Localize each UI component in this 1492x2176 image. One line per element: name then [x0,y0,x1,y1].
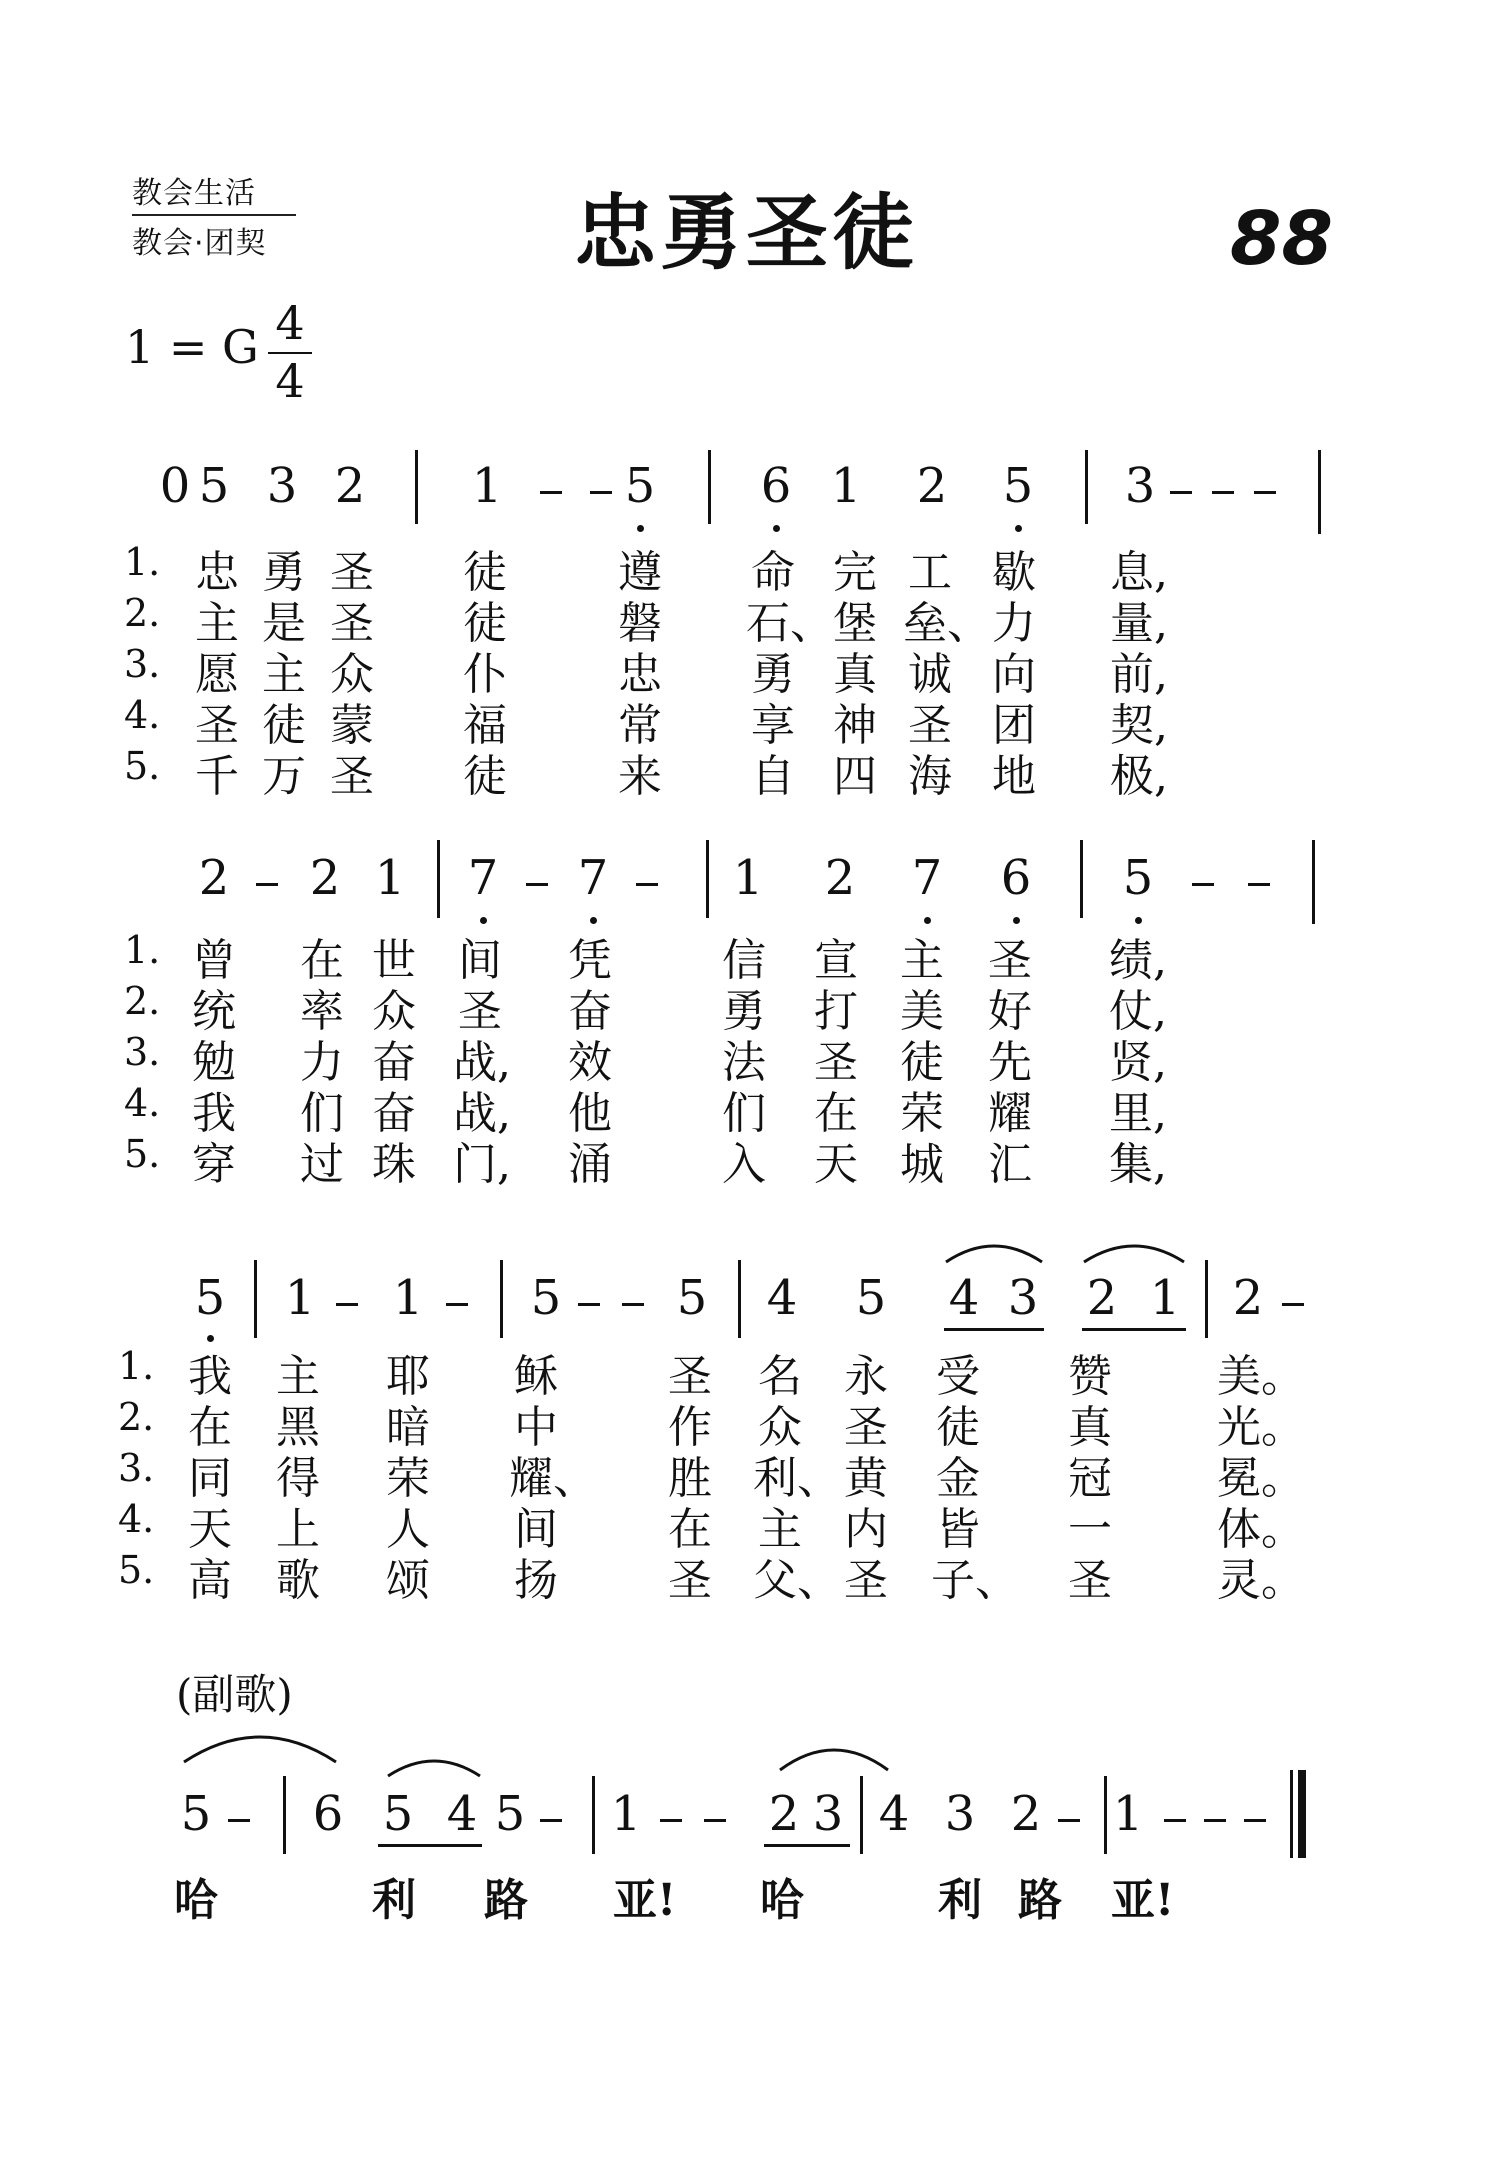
lyric-syllable: 荣 [386,1453,430,1504]
note: 4 [766,1270,798,1326]
lyric-syllable: 众 [330,649,374,700]
lyric-syllable: 向 [992,649,1036,700]
hold-dash [578,1303,600,1306]
lyric-syllable: 来 [618,751,662,802]
bar-line [708,450,711,524]
lyric-syllable: 诚 [908,649,952,700]
verse-number: 2. [118,1395,155,1439]
chorus-label: (副歌) [176,1670,293,1719]
lyric-syllable: 完 [833,547,877,598]
lyric-syllable: 打 [814,986,858,1037]
lyric-syllable: 天 [188,1504,232,1555]
lyric-syllable: 名 [758,1351,802,1402]
lyric-syllable: 蒙 [330,700,374,751]
note: 5 [624,458,656,514]
note: 1 [830,458,862,514]
lyric-syllable: 子、 [931,1555,1019,1606]
lyric-syllable: 垒、 [903,598,991,649]
note: 5 [180,1786,212,1842]
lyric-syllable: 圣 [988,935,1032,986]
lyric-syllable: 圣 [668,1351,712,1402]
lyric-syllable: 圣 [668,1555,712,1606]
verse-number: 2. [124,591,161,635]
lyric-syllable: 扬 [514,1555,558,1606]
lyric-syllable: 圣 [844,1402,888,1453]
lyric-syllable: 宣 [814,935,858,986]
lyric-syllable: 石、 [746,598,834,649]
hold-dash [256,883,278,886]
note: 5 [194,1270,226,1326]
note: 6 [760,458,792,514]
hold-dash [1282,1303,1304,1306]
lyric-syllable: 珠 [372,1139,416,1190]
lyric-syllable: 歇 [992,547,1036,598]
chorus-syllable: 哈 [174,1875,218,1926]
lyric-syllable: 率 [300,986,344,1037]
lyric-syllable: 仆 [463,649,507,700]
low-octave-dot [590,917,597,924]
lyric-syllable: 荣 [900,1088,944,1139]
hold-dash [1204,1819,1226,1822]
note: 5 [530,1270,562,1326]
lyric-syllable: 间 [514,1504,558,1555]
note: 3 [944,1786,976,1842]
lyric-syllable: 千 [195,751,239,802]
lyric-syllable: 受 [936,1351,980,1402]
eighth-note-underline [764,1844,850,1847]
lyric-syllable: 圣 [330,751,374,802]
lyric-syllable: 美。 [1217,1351,1305,1402]
hymn-number: 88 [1230,196,1333,282]
chorus-syllable: 路 [1018,1875,1062,1926]
lyric-syllable: 主 [262,649,306,700]
lyric-syllable: 们 [300,1088,344,1139]
hold-dash [1254,491,1276,494]
lyric-syllable: 徒 [463,751,507,802]
note: 5 [855,1270,887,1326]
note: 4 [446,1786,478,1842]
slur [942,1236,1046,1266]
lyric-syllable: 间 [458,935,502,986]
slur [1080,1236,1188,1266]
lyric-syllable: 利、 [753,1453,841,1504]
lyric-syllable: 神 [833,700,877,751]
bar-line [706,840,709,918]
verse-number: 4. [124,1081,161,1125]
bar-line [1205,1260,1208,1338]
slur [384,1750,484,1780]
hold-dash [540,491,562,494]
lyric-syllable: 圣 [1068,1555,1112,1606]
lyric-syllable: 主 [758,1504,802,1555]
chorus-syllable: 哈 [760,1875,804,1926]
hold-dash [622,1303,644,1306]
lyric-syllable: 堡 [833,598,877,649]
note: 5 [1122,850,1154,906]
note: 2 [916,458,948,514]
lyric-syllable: 万 [262,751,306,802]
hold-dash [590,491,612,494]
lyric-syllable: 先 [988,1037,1032,1088]
lyric-syllable: 奋 [568,986,612,1037]
lyric-syllable: 灵。 [1217,1555,1305,1606]
lyric-syllable: 父、 [753,1555,841,1606]
lyric-syllable: 仗, [1109,986,1167,1037]
note: 5 [494,1786,526,1842]
hold-dash [1212,491,1234,494]
lyric-syllable: 地 [992,751,1036,802]
bar-line [1312,840,1315,924]
key-signature: 1 = G [125,320,259,374]
lyric-syllable: 一 [1068,1504,1112,1555]
lyric-syllable: 黄 [844,1453,888,1504]
lyric-syllable: 得 [276,1453,320,1504]
lyric-syllable: 暗 [386,1402,430,1453]
lyric-syllable: 圣 [195,700,239,751]
verse-number: 5. [124,1132,161,1176]
hold-dash [1244,1819,1266,1822]
lyric-syllable: 集, [1109,1139,1167,1190]
lyric-syllable: 享 [751,700,795,751]
hold-dash [1058,1819,1080,1822]
slur [180,1722,340,1766]
note: 2 [824,850,856,906]
lyric-syllable: 他 [568,1088,612,1139]
time-signature-bottom: 4 [275,354,305,408]
lyric-syllable: 圣 [458,986,502,1037]
lyric-syllable: 自 [751,751,795,802]
hold-dash [540,1819,562,1822]
bar-line [1085,450,1088,524]
chorus-syllable: 利 [372,1875,416,1926]
lyric-syllable: 曾 [192,935,236,986]
lyric-syllable: 众 [758,1402,802,1453]
verse-number: 1. [118,1344,155,1388]
low-octave-dot [1015,525,1022,532]
lyric-syllable: 命 [751,547,795,598]
lyric-syllable: 赞 [1068,1351,1112,1402]
lyric-syllable: 胜 [668,1453,712,1504]
note: 2 [768,1786,800,1842]
lyric-syllable: 效 [568,1037,612,1088]
low-octave-dot [480,917,487,924]
lyric-syllable: 耀、 [509,1453,597,1504]
note: 1 [284,1270,316,1326]
note: 4 [948,1270,980,1326]
lyric-syllable: 凭 [568,935,612,986]
verse-number: 4. [124,693,161,737]
verse-number: 1. [124,540,161,584]
hold-dash [704,1819,726,1822]
lyric-syllable: 战, [453,1088,511,1139]
lyric-syllable: 我 [188,1351,232,1402]
note: 1 [732,850,764,906]
lyric-syllable: 忠 [195,547,239,598]
lyric-syllable: 好 [988,986,1032,1037]
note: 6 [312,1786,344,1842]
lyric-syllable: 众 [372,986,416,1037]
lyric-syllable: 息, [1110,547,1168,598]
lyric-syllable: 磐 [618,598,662,649]
hold-dash [1164,1819,1186,1822]
note: 1 [1149,1270,1181,1326]
hold-dash [1248,883,1270,886]
low-octave-dot [637,525,644,532]
hold-dash [636,883,658,886]
low-octave-dot [924,917,931,924]
bar-line [860,1776,863,1854]
verse-number: 4. [118,1497,155,1541]
lyric-syllable: 主 [195,598,239,649]
lyric-syllable: 常 [618,700,662,751]
lyric-syllable: 勉 [192,1037,236,1088]
hold-dash [660,1819,682,1822]
low-octave-dot [1013,917,1020,924]
note: 7 [911,850,943,906]
lyric-syllable: 高 [188,1555,232,1606]
lyric-syllable: 金 [936,1453,980,1504]
chorus-syllable: 利 [938,1875,982,1926]
lyric-syllable: 力 [300,1037,344,1088]
note: 5 [382,1786,414,1842]
lyric-syllable: 在 [188,1402,232,1453]
lyric-syllable: 遵 [618,547,662,598]
lyric-syllable: 力 [992,598,1036,649]
lyric-syllable: 汇 [988,1139,1032,1190]
bar-line [1318,450,1321,534]
lyric-syllable: 主 [276,1351,320,1402]
note: 2 [334,458,366,514]
lyric-syllable: 门, [453,1139,511,1190]
lyric-syllable: 歌 [276,1555,320,1606]
bar-line [592,1776,595,1854]
subcategory-label: 教会·团契 [132,226,267,261]
lyric-syllable: 福 [463,700,507,751]
lyric-syllable: 耶 [386,1351,430,1402]
lyric-syllable: 真 [1068,1402,1112,1453]
lyric-syllable: 人 [386,1504,430,1555]
note: 7 [467,850,499,906]
lyric-syllable: 愿 [195,649,239,700]
lyric-syllable: 们 [722,1088,766,1139]
lyric-syllable: 信 [722,935,766,986]
lyric-syllable: 冠 [1068,1453,1112,1504]
lyric-syllable: 世 [372,935,416,986]
note: 2 [198,850,230,906]
time-signature-top: 4 [275,296,305,350]
lyric-syllable: 皆 [936,1504,980,1555]
note: 0 [159,458,191,514]
hold-dash [1170,491,1192,494]
lyric-syllable: 耀 [988,1088,1032,1139]
verse-number: 1. [124,928,161,972]
lyric-syllable: 契, [1110,700,1168,751]
verse-number: 3. [118,1446,155,1490]
lyric-syllable: 永 [844,1351,888,1402]
lyric-syllable: 真 [833,649,877,700]
lyric-syllable: 黑 [276,1402,320,1453]
lyric-syllable: 内 [844,1504,888,1555]
low-octave-dot [1135,917,1142,924]
bar-line [283,1776,286,1854]
hold-dash [526,883,548,886]
note: 1 [374,850,406,906]
lyric-syllable: 极, [1110,751,1168,802]
lyric-syllable: 光。 [1217,1402,1305,1453]
final-bar-thin [1290,1770,1293,1858]
lyric-syllable: 奋 [372,1037,416,1088]
hold-dash [336,1303,358,1306]
chorus-syllable: 亚! [613,1875,677,1926]
note: 5 [676,1270,708,1326]
lyric-syllable: 徒 [936,1402,980,1453]
final-bar-thick [1298,1770,1306,1858]
lyric-syllable: 在 [668,1504,712,1555]
lyric-syllable: 圣 [330,598,374,649]
lyric-syllable: 勇 [262,547,306,598]
lyric-syllable: 奋 [372,1088,416,1139]
note: 3 [812,1786,844,1842]
lyric-syllable: 美 [900,986,944,1037]
lyric-syllable: 涌 [568,1139,612,1190]
lyric-syllable: 徒 [463,598,507,649]
lyric-syllable: 上 [276,1504,320,1555]
bar-line [437,840,440,918]
eighth-note-underline [1082,1328,1186,1331]
lyric-syllable: 体。 [1217,1504,1305,1555]
lyric-syllable: 前, [1110,649,1168,700]
lyric-syllable: 圣 [814,1037,858,1088]
bar-line [738,1260,741,1338]
low-octave-dot [773,525,780,532]
lyric-syllable: 主 [900,935,944,986]
lyric-syllable: 冕。 [1217,1453,1305,1504]
lyric-syllable: 作 [668,1402,712,1453]
lyric-syllable: 里, [1109,1088,1167,1139]
lyric-syllable: 中 [514,1402,558,1453]
verse-number: 2. [124,979,161,1023]
bar-line [1104,1776,1107,1854]
lyric-syllable: 颂 [386,1555,430,1606]
slur [776,1738,892,1774]
lyric-syllable: 穿 [192,1139,236,1190]
verse-number: 5. [124,744,161,788]
bar-line [254,1260,257,1338]
note: 1 [1112,1786,1144,1842]
lyric-syllable: 圣 [330,547,374,598]
verse-number: 5. [118,1548,155,1592]
hymn-title: 忠勇圣徒 [573,186,918,281]
note: 1 [471,458,503,514]
verse-number: 3. [124,1030,161,1074]
lyric-syllable: 入 [722,1139,766,1190]
note: 4 [878,1786,910,1842]
lyric-syllable: 量, [1110,598,1168,649]
lyric-syllable: 徒 [900,1037,944,1088]
lyric-syllable: 团 [992,700,1036,751]
verse-number: 3. [124,642,161,686]
hold-dash [1192,883,1214,886]
note: 1 [392,1270,424,1326]
lyric-syllable: 稣 [514,1351,558,1402]
eighth-note-underline [944,1328,1044,1331]
lyric-syllable: 天 [814,1139,858,1190]
note: 2 [1232,1270,1264,1326]
lyric-syllable: 是 [262,598,306,649]
note: 6 [1000,850,1032,906]
lyric-syllable: 在 [300,935,344,986]
lyric-syllable: 海 [908,751,952,802]
lyric-syllable: 法 [722,1037,766,1088]
eighth-note-underline [378,1844,482,1847]
note: 3 [266,458,298,514]
lyric-syllable: 我 [192,1088,236,1139]
note: 5 [1002,458,1034,514]
note: 2 [1086,1270,1118,1326]
note: 3 [1007,1270,1039,1326]
lyric-syllable: 勇 [722,986,766,1037]
note: 1 [610,1786,642,1842]
lyric-syllable: 过 [300,1139,344,1190]
lyric-syllable: 四 [833,751,877,802]
lyric-syllable: 同 [188,1453,232,1504]
lyric-syllable: 勇 [751,649,795,700]
bar-line [500,1260,503,1338]
bar-line [1080,840,1083,918]
lyric-syllable: 忠 [618,649,662,700]
lyric-syllable: 统 [192,986,236,1037]
hold-dash [446,1303,468,1306]
lyric-syllable: 工 [908,547,952,598]
lyric-syllable: 圣 [908,700,952,751]
note: 3 [1124,458,1156,514]
category-label: 教会生活 [132,176,256,211]
chorus-syllable: 亚! [1111,1875,1175,1926]
lyric-syllable: 城 [900,1139,944,1190]
lyric-syllable: 贤, [1109,1037,1167,1088]
lyric-syllable: 圣 [844,1555,888,1606]
note: 7 [577,850,609,906]
lyric-syllable: 绩, [1109,935,1167,986]
lyric-syllable: 徒 [463,547,507,598]
note: 2 [1010,1786,1042,1842]
bar-line [415,450,418,524]
note: 2 [309,850,341,906]
lyric-syllable: 战, [453,1037,511,1088]
note: 5 [198,458,230,514]
lyric-syllable: 徒 [262,700,306,751]
lyric-syllable: 在 [814,1088,858,1139]
chorus-syllable: 路 [484,1875,528,1926]
hold-dash [228,1819,250,1822]
